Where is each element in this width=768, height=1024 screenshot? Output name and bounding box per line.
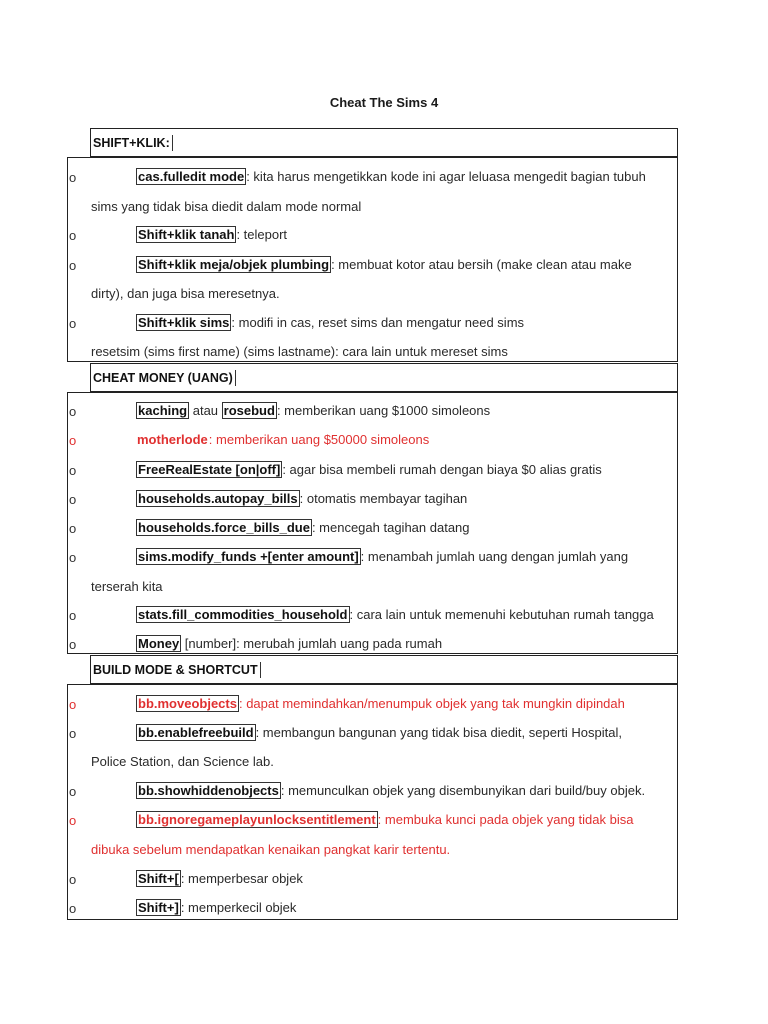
cheat-code: Shift+] — [138, 900, 179, 915]
list-item — [136, 519, 470, 537]
bullet: o — [69, 463, 77, 478]
list-item — [136, 256, 632, 274]
bullet: o — [69, 697, 77, 712]
cheat-desc: : mencegah tagihan datang — [311, 520, 470, 535]
cheat-desc: : menambah jumlah uang dengan jumlah yang — [360, 549, 629, 564]
cheat-desc: : memunculkan objek yang disembunyikan dari build/buy objek. — [280, 783, 646, 798]
section-note: resetsim (sims first name) (sims lastname): cara lain untuk mereset sims — [91, 344, 508, 359]
cheat-desc: : otomatis membayar tagihan — [299, 491, 468, 506]
cheat-desc: [number]: merubah jumlah uang pada rumah — [181, 636, 443, 651]
list-item — [136, 782, 645, 800]
list-item — [136, 461, 602, 479]
list-item-continuation: sims yang tidak bisa diedit dalam mode normal — [91, 199, 362, 214]
cheat-desc: : teleport — [236, 227, 288, 242]
list-item — [136, 490, 467, 508]
list-item-continuation: dibuka sebelum mendapatkan kenaikan pangkat karir tertentu. — [91, 842, 451, 857]
cheat-desc: : membuat kotor atau bersih (make clean atau make — [331, 257, 632, 272]
cheat-desc: : dapat memindahkan/menumpuk objek yang tak mungkin dipindah — [238, 696, 625, 711]
cheat-code: bb.moveobjects — [138, 696, 237, 711]
list-item-continuation: Police Station, dan Science lab. — [91, 754, 274, 769]
bullet: o — [69, 492, 77, 507]
cheat-code: Money — [138, 636, 180, 651]
cheat-desc: : memperkecil objek — [180, 900, 297, 915]
cheat-code: bb.ignoregameplayunlocksentitlement — [138, 812, 376, 827]
list-item — [136, 226, 287, 244]
list-item-highlight — [136, 695, 625, 713]
cheat-code: bb.showhiddenobjects — [138, 783, 279, 798]
list-item-highlight — [136, 811, 633, 829]
cheat-code: Shift+klik sims — [138, 315, 230, 330]
cheat-code: rosebud — [223, 403, 275, 418]
bullet: o — [69, 316, 77, 331]
section-header-label: CHEAT MONEY (UANG) — [91, 370, 236, 386]
cheat-code: sims.modify_funds +[enter amount] — [138, 549, 359, 564]
list-item — [136, 402, 490, 420]
section-header-shift-klik — [90, 128, 678, 157]
list-item — [136, 870, 303, 888]
cheat-code: households.autopay_bills — [138, 491, 298, 506]
cheat-code: Shift+[ — [138, 871, 179, 886]
cheat-desc: : modifi in cas, reset sims dan mengatur need sims — [231, 315, 525, 330]
cheat-code: bb.enablefreebuild — [138, 725, 254, 740]
cheat-code: FreeRealEstate [on|off] — [138, 462, 281, 477]
bullet: o — [69, 784, 77, 799]
bullet: o — [69, 813, 77, 828]
list-item — [136, 548, 628, 566]
cheat-desc: : memberikan uang $50000 simoleons — [208, 432, 430, 447]
bullet: o — [69, 170, 77, 185]
bullet: o — [69, 521, 77, 536]
bullet: o — [69, 637, 77, 652]
cheat-code: households.force_bills_due — [138, 520, 310, 535]
list-item-highlight — [136, 431, 429, 449]
list-item — [136, 899, 296, 917]
cheat-desc: : membangun bangunan yang tidak bisa diedit, seperti Hospital, — [255, 725, 622, 740]
list-item — [136, 168, 646, 186]
bullet: o — [69, 404, 77, 419]
cheat-code: motherlode — [137, 432, 208, 447]
bullet: o — [69, 872, 77, 887]
cheat-code: Shift+klik meja/objek plumbing — [138, 257, 330, 272]
cheat-desc: : memperbesar objek — [180, 871, 303, 886]
bullet: o — [69, 433, 77, 448]
bullet: o — [69, 228, 77, 243]
list-item — [136, 606, 654, 624]
section-header-label: SHIFT+KLIK: — [91, 135, 173, 151]
bullet: o — [69, 258, 77, 273]
bullet: o — [69, 901, 77, 916]
page-title: Cheat The Sims 4 — [329, 95, 439, 110]
bullet: o — [69, 550, 77, 565]
cheat-separator: atau — [189, 403, 222, 418]
list-item — [136, 314, 524, 332]
cheat-desc: : kita harus mengetikkan kode ini agar leluasa mengedit bagian tubuh — [246, 169, 646, 184]
cheat-desc: : membuka kunci pada objek yang tidak bisa — [377, 812, 634, 827]
list-item-continuation: terserah kita — [91, 579, 163, 594]
section-header-cheat-money — [90, 363, 678, 392]
list-item — [136, 635, 442, 653]
section-header-label: BUILD MODE & SHORTCUT — [91, 662, 261, 678]
cheat-code: cas.fulledit mode — [138, 169, 245, 184]
bullet: o — [69, 608, 77, 623]
cheat-code: stats.fill_commodities_household — [138, 607, 348, 622]
cheat-code: Shift+klik tanah — [138, 227, 235, 242]
list-item — [136, 724, 622, 742]
bullet: o — [69, 726, 77, 741]
list-item-continuation: dirty), dan juga bisa meresetnya. — [91, 286, 280, 301]
cheat-code: kaching — [138, 403, 188, 418]
cheat-desc: : cara lain untuk memenuhi kebutuhan rumah tangga — [349, 607, 654, 622]
cheat-desc: : memberikan uang $1000 simoleons — [276, 403, 491, 418]
section-header-build-mode — [90, 655, 678, 684]
cheat-desc: : agar bisa membeli rumah dengan biaya $0 alias gratis — [282, 462, 602, 477]
